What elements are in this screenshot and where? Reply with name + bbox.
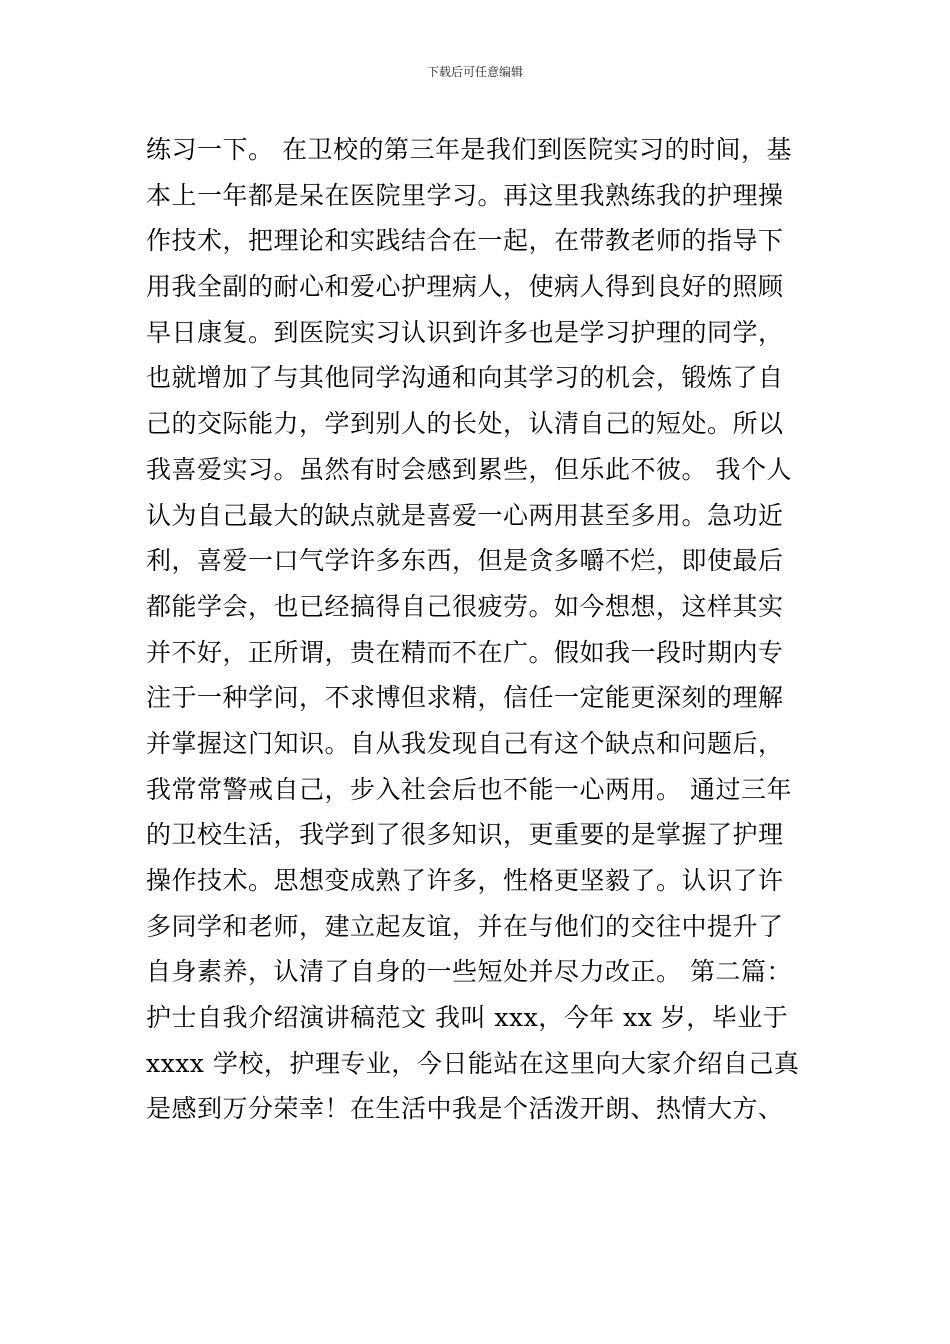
text-line: 自身素养，认清了自身的一些短处并尽力改正。 第二篇： [146,957,792,987]
text-line: 的卫校生活，我学到了很多知识，更重要的是掌握了护理 [146,820,784,850]
text-line: 早日康复。到医院实习认识到许多也是学习护理的同学， [146,317,784,347]
text-line: 己的交际能力，学到别人的长处，认清自己的短处。所以 [146,409,784,439]
text-line: 我常常警戒自己，步入社会后也不能一心两用。 通过三年 [146,774,792,804]
text-line: 作技术，把理论和实践结合在一起，在带教老师的指导下 [146,226,784,256]
text-line: 用我全副的耐心和爱心护理病人，使病人得到良好的照顾 [146,272,784,302]
text-line: 是感到万分荣幸！在生活中我是个活泼开朗、热情大方、 [146,1094,784,1124]
text-line: 操作技术。思想变成熟了许多，性格更坚毅了。认识了许 [146,866,784,895]
text-line: 都能学会，也已经搞得自己很疲劳。如今想想，这样其实 [146,591,784,621]
text-line: 多同学和老师，建立起友谊，并在与他们的交往中提升了 [146,911,784,941]
text-line: 注于一种学问，不求博但求精，信任一定能更深刻的理解 [146,683,784,713]
text-line: 练习一下。 在卫校的第三年是我们到医院实习的时间，基 [146,135,792,164]
document-body [146,127,806,1132]
text-line: 也就增加了与其他同学沟通和向其学习的机会，锻炼了自 [146,363,784,393]
text-line: 并不好，正所谓，贵在精而不在广。假如我一段时期内专 [146,637,784,667]
page-header: 下载后可任意编辑 [426,65,523,79]
text-line: 我喜爱实习。虽然有时会感到累些，但乐此不彼。 我个人 [146,454,792,484]
text-line: 利，喜爱一口气学许多东西，但是贪多嚼不烂，即使最后 [146,546,784,576]
text-line: 本上一年都是呆在医院里学习。再这里我熟练我的护理操 [146,180,784,210]
text-line: 认为自己最大的缺点就是喜爱一心两用甚至多用。急功近 [146,500,784,530]
text-line: 护士自我介绍演讲稿范文 我叫 xxx，今年 xx 岁，毕业于 [146,1003,789,1033]
text-line: 并掌握这门知识。自从我发现自己有这个缺点和问题后， [146,728,784,758]
text-line: xxxx 学校，护理专业，今日能站在这里向大家介绍自己真 [146,1048,800,1078]
